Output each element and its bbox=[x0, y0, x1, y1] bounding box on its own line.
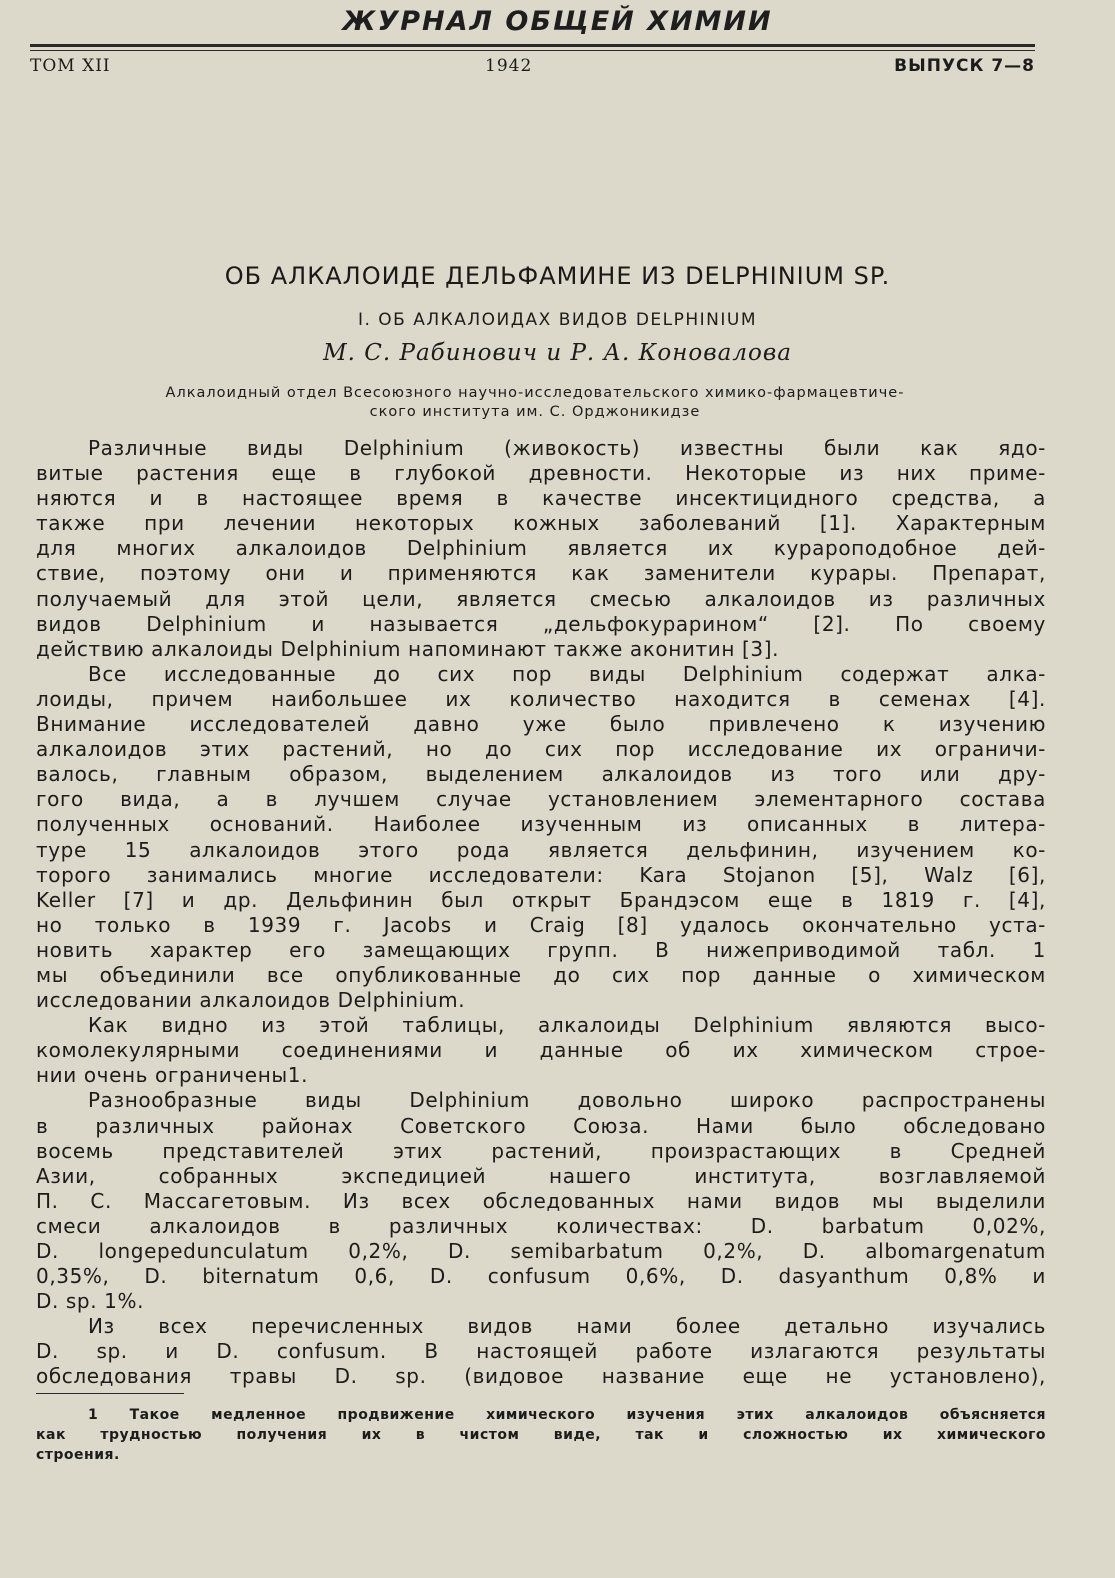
affiliation-line: Алкалоидный отдел Всесоюзного научно-исследовательского химико-фармацевтиче- bbox=[165, 385, 905, 401]
body-text-line: в различных районах Советского Союза. Нами было обследовано bbox=[36, 1113, 1046, 1138]
article-body bbox=[36, 436, 1046, 1390]
body-text-line: мы объединили все опубликованные до сих пор данные о химическом bbox=[36, 962, 1046, 987]
body-text-line: нии очень ограничены1. bbox=[36, 1063, 309, 1088]
footnote bbox=[36, 1405, 1046, 1465]
body-text-line: алкалоидов этих растений, но до сих пор исследование их ограничи- bbox=[36, 737, 1046, 762]
footnote-rule bbox=[36, 1393, 184, 1394]
body-text-line: полученных оснований. Наиболее изученным из описанных в литера- bbox=[36, 812, 1046, 837]
volume-line bbox=[30, 56, 1035, 80]
body-text-line: Внимание исследователей давно уже было привлечено к изучению bbox=[36, 712, 1046, 737]
body-text-line: 0,35%, D. biternatum 0,6, D. confusum 0,6%, D. dasyanthum 0,8% и bbox=[36, 1264, 1046, 1289]
body-text-line: но только в 1939 г. Jacobs и Craig [8] удалось окончательно уста- bbox=[36, 912, 1046, 937]
body-text-line: лоиды, причем наибольшее их количество находится в семенах [4]. bbox=[36, 686, 1046, 711]
article-title: ОБ АЛКАЛОИДЕ ДЕЛЬФАМИНЕ ИЗ DELPHINIUM SP. bbox=[224, 262, 891, 290]
body-text-line: валось, главным образом, выделением алкалоидов из того или дру- bbox=[36, 762, 1046, 787]
body-text-line: D. sp. и D. confusum. В настоящей работе излагаются результаты bbox=[36, 1339, 1046, 1364]
body-text-line: обследования травы D. sp. (видовое название еще не установлено), bbox=[36, 1364, 1046, 1389]
body-text-line: D. longepedunculatum 0,2%, D. semibarbatum 0,2%, D. albomargenatum bbox=[36, 1239, 1046, 1263]
body-text-line: гого вида, а в лучшем случае установлением элементарного состава bbox=[36, 787, 1046, 812]
header-rule-thin bbox=[30, 50, 1035, 51]
body-text-line: смеси алкалоидов в различных количествах: D. barbatum 0,02%, bbox=[36, 1213, 1046, 1238]
body-text-line: Из всех перечисленных видов нами более детально изучались bbox=[88, 1314, 1046, 1339]
body-text-line: действию алкалоиды Delphinium напоминают также аконитин [3]. bbox=[36, 636, 780, 661]
publication-year: 1942 bbox=[485, 56, 533, 76]
body-text-line: ствие, поэтому они и применяются как заменители курары. Препарат, bbox=[36, 561, 1046, 586]
body-text-line: получаемый для этой цели, является смесью алкалоидов из различных bbox=[36, 586, 1046, 611]
body-text-line: туре 15 алкалоидов этого рода является дельфинин, изучением ко- bbox=[36, 837, 1046, 862]
article-subtitle: I. ОБ АЛКАЛОИДАХ ВИДОВ DELPHINIUM bbox=[357, 310, 758, 330]
volume-number: ТОМ XII bbox=[30, 56, 111, 76]
body-text-line: D. sp. 1%. bbox=[36, 1289, 145, 1314]
body-text-line: Азии, собранных экспедицией нашего института, возглавляемой bbox=[36, 1163, 1046, 1188]
footnote-line: как трудностью получения их в чистом виде, так и сложностью их химического bbox=[36, 1427, 1046, 1443]
article-authors: М. С. Рабинович и Р. А. Коновалова bbox=[323, 340, 792, 366]
body-text-line: Все исследованные до сих пор виды Delphinium содержат алка- bbox=[88, 661, 1046, 686]
body-text-line: исследовании алкалоидов Delphinium. bbox=[36, 988, 466, 1013]
affiliation bbox=[30, 384, 1040, 422]
body-text-line: Как видно из этой таблицы, алкалоиды Delphinium являются высо- bbox=[88, 1013, 1046, 1038]
body-text-line: торого занимались многие исследователи: Kara Stojanon [5], Walz [6], bbox=[36, 862, 1046, 887]
header-rule-thick bbox=[30, 44, 1035, 47]
body-text-line: П. С. Массагетовым. Из всех обследованных нами видов мы выделили bbox=[36, 1188, 1046, 1213]
issue-number: ВЫПУСК 7—8 bbox=[894, 56, 1035, 76]
body-text-line: новить характер его замещающих групп. В нижеприводимой табл. 1 bbox=[36, 937, 1046, 962]
footnote-line: 1 Такое медленное продвижение химического изучения этих алкалоидов объясняется bbox=[88, 1407, 1046, 1423]
body-text-line: Разнообразные виды Delphinium довольно широко распространены bbox=[88, 1088, 1046, 1113]
body-text-line: комолекулярными соединениями и данные об их химическом строе- bbox=[36, 1038, 1046, 1063]
body-text-line: Различные виды Delphinium (живокость) известны были как ядо- bbox=[88, 436, 1046, 460]
body-text-line: восемь представителей этих растений, произрастающих в Средней bbox=[36, 1138, 1046, 1163]
body-text-line: витые растения еще в глубокой древности. Некоторые из них приме- bbox=[36, 461, 1046, 486]
affiliation-line: ского института им. С. Орджоникидзе bbox=[369, 404, 701, 420]
body-text-line: видов Delphinium и называется „дельфокурарином“ [2]. По своему bbox=[36, 611, 1046, 636]
body-text-line: также при лечении некоторых кожных заболеваний [1]. Характерным bbox=[36, 511, 1046, 536]
body-text-line: для многих алкалоидов Delphinium является их курароподобное дей- bbox=[36, 536, 1046, 561]
body-text-line: Keller [7] и др. Дельфинин был открыт Брандэсом еще в 1819 г. [4], bbox=[36, 887, 1046, 912]
body-text-line: няются и в настоящее время в качестве инсектицидного средства, а bbox=[36, 486, 1046, 511]
footnote-line: строения. bbox=[36, 1447, 120, 1463]
journal-title: ЖУРНАЛ ОБЩЕЙ ХИМИИ bbox=[342, 6, 773, 37]
